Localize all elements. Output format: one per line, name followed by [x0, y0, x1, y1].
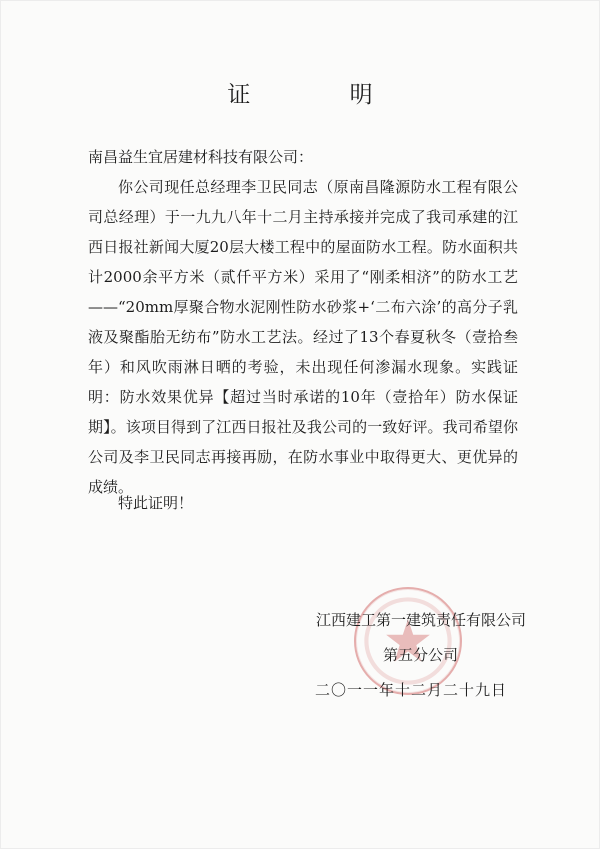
closing-line: 特此证明！	[118, 494, 194, 512]
signature-date: 二〇一一年十二月二十九日	[315, 681, 508, 699]
signature-organization: 江西建工第一建筑责任有限公司	[316, 611, 527, 629]
signature-branch: 第五分公司	[383, 646, 459, 664]
certificate-body: 你公司现任总经理李卫民同志（原南昌隆源防水工程有限公司总经理）于一九九八年十二月主持承接并完成了我司承建的江西日报社新闻大厦20层大楼工程中的屋面防水工程。防水面积共计2000余平方米（贰仟平方米）采用了“刚柔相济”的防水工艺——“20mm厚聚合物水泥刚性防水砂浆+‘二布六涂’的高分子乳液及聚酯胎无纺布”防水工艺法。经过了13个春夏秋冬（壹拾叁年）和风吹雨淋日晒的考验，未出现任何渗漏水现象。实践证明：防水效果优异【超过当时承诺的10年（壹拾年）防水保证期】。该项目得到了江西日报社及我公司的一致好评。我司希望你公司及李卫民同志再接再励，在防水事业中取得更大、更优异的成绩。	[88, 178, 518, 496]
recipient-line: 南昌益生宜居建材科技有限公司：	[88, 148, 314, 166]
document-title: 证 明	[227, 82, 419, 108]
